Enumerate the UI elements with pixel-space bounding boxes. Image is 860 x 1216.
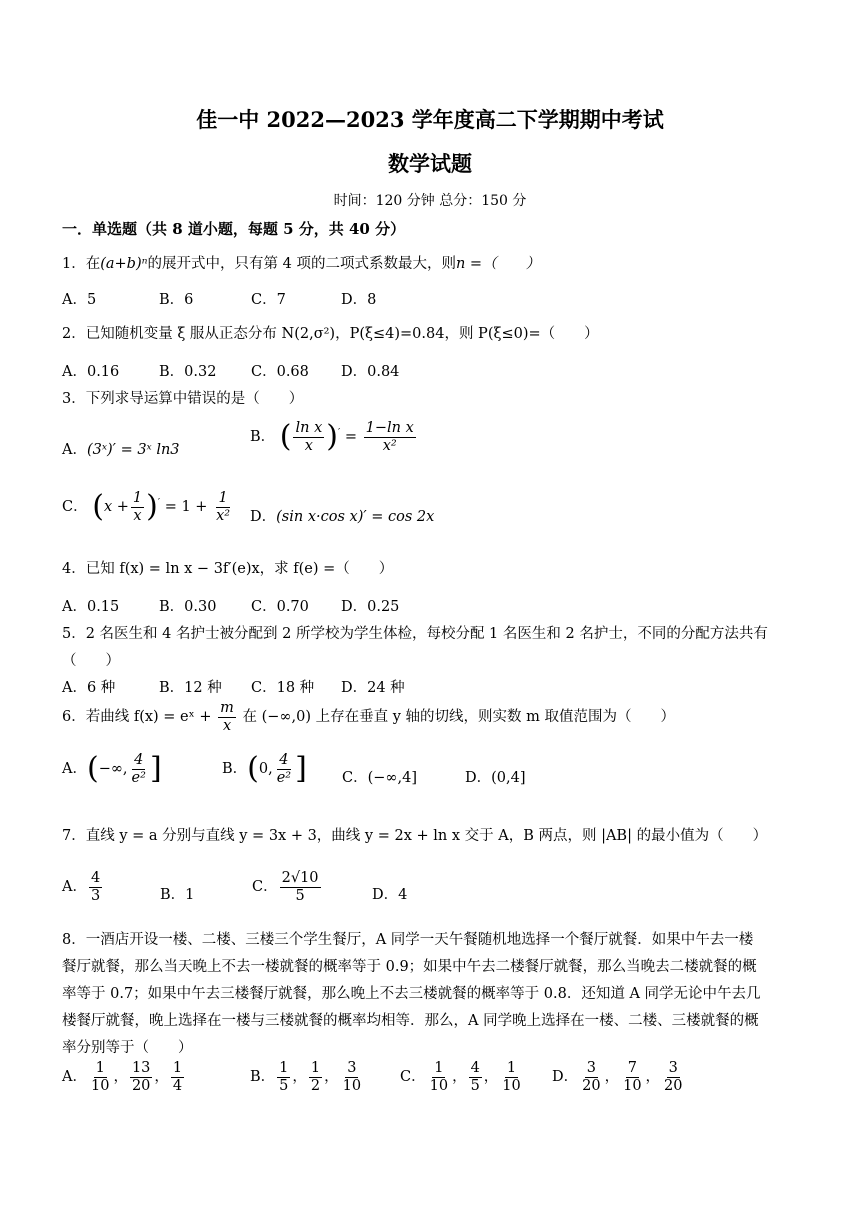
q1-option-a[interactable]: A．5 (62, 292, 97, 308)
q8-fraction-num: 1 (310, 1060, 321, 1076)
q8-fraction-num: 1 (172, 1060, 183, 1076)
q3-option-d[interactable] (250, 505, 434, 526)
exam-subtitle: 数学试题 (388, 151, 472, 176)
exam-title: 佳一中 2022—2023 学年度高二下学期期中考试 (196, 107, 664, 132)
q3-c-den: x (133, 507, 142, 524)
q7-option-c[interactable] (252, 870, 323, 904)
q1-text-b: 的展开式中，只有第 4 项的二项式系数最大，则 (147, 256, 456, 272)
q8-fraction-den: 5 (279, 1077, 289, 1094)
q8-fraction-den: 20 (131, 1077, 151, 1094)
q3-a-label: A． (62, 442, 87, 458)
q2-option-b[interactable]: B．0.32 (159, 364, 217, 380)
q8-fraction-num: 1 (434, 1060, 444, 1076)
q7-c-label: C． (252, 879, 278, 896)
q8-fraction-den: 10 (342, 1077, 362, 1094)
q8-separator: ， (324, 1069, 339, 1086)
q8-fraction (341, 1060, 363, 1094)
question-7: 7．直线 y = a 分别与直线 y = 3x + 3，曲线 y = 2x + ln x 交于 A，B 两点，则 |AB| 的最小值为（ ） (62, 828, 768, 844)
q4-option-c[interactable]: C．0.70 (251, 599, 309, 615)
q6-b-label: B． (222, 761, 248, 778)
q8-option-label: B． (250, 1069, 276, 1086)
q3-option-c[interactable]: C． (x + $\frac{1}{x}$ )′ = 1 + $\frac{1}{\text{x²}}$ (62, 489, 231, 525)
question-8-line-3: 率等于 0.7；如果中午去三楼餐厅就餐，那么晚上不去三楼就餐的概率等于 0.8．还知道 A 同学无论中午去几 (62, 986, 761, 1002)
q4-option-a[interactable]: A．0.15 (62, 599, 120, 615)
q8-fraction (277, 1060, 290, 1094)
q8-fraction-num: 1 (279, 1060, 289, 1076)
q8-option-c[interactable] (400, 1060, 525, 1094)
q8-fraction-num: 3 (586, 1060, 596, 1076)
q8-fraction-num: 7 (627, 1060, 637, 1076)
q6-option-d[interactable]: D．(0,4] (465, 770, 526, 786)
q3-b-num: ln x (295, 420, 323, 436)
q6-a-pre: −∞, (98, 761, 128, 778)
q8-fraction (89, 1060, 111, 1094)
question-8-line-2: 餐厅就餐，那么当天晚上不去一楼就餐的概率等于 0.9；如果中午去二楼餐厅就餐，那么当晚去二楼就餐的概 (62, 959, 757, 975)
q8-separator: ， (292, 1069, 307, 1086)
q6-den: x (222, 717, 232, 734)
q3-a-expr: (3ˣ)′ = 3ˣ ln3 (86, 442, 180, 458)
q8-fraction-num: 1 (95, 1060, 105, 1076)
q8-fraction (309, 1060, 322, 1094)
q8-fraction (580, 1060, 602, 1094)
q8-option-b[interactable] (250, 1060, 365, 1094)
q8-fraction-den: 10 (623, 1077, 642, 1094)
question-8-line-1: 8．一酒店开设一楼、二楼、三楼三个学生餐厅，A 同学一天午餐随机地选择一个餐厅就餐．如果中午去一楼 (62, 932, 754, 948)
q3-c-rden: x² (216, 507, 231, 524)
q1-tail: n =（ ） (455, 256, 541, 272)
question-2: 2．已知随机变量 ξ 服从正态分布 N(2,σ²)，P(ξ≤4)=0.84，则 P(ξ≤0)=（ ） (62, 326, 599, 342)
q8-option-label: A． (62, 1069, 87, 1086)
q8-fraction-num: 4 (470, 1060, 480, 1076)
q1-option-c[interactable]: C．7 (251, 292, 286, 308)
question-1 (62, 252, 540, 273)
section-heading: 一．单选题（共 8 道小题，每题 5 分，共 40 分） (62, 220, 406, 238)
q3-option-a[interactable] (62, 438, 180, 459)
q8-fraction (469, 1060, 482, 1094)
q6-a-label: A． (62, 761, 87, 778)
exam-meta: 时间：120 分钟 总分：150 分 (333, 193, 527, 209)
q8-fraction-den: 5 (470, 1077, 480, 1094)
q3-b-rden: x² (382, 437, 397, 454)
q8-option-a[interactable] (62, 1060, 186, 1094)
q8-fraction (428, 1060, 450, 1094)
q8-fraction (130, 1060, 152, 1094)
q6-b-num: 4 (279, 752, 289, 768)
q7-c-num: 2√10 (281, 870, 319, 886)
q8-separator: ， (604, 1069, 620, 1086)
q6-text-b: 在 (−∞,0) 上存在垂直 y 轴的切线，则实数 m 取值范围为（ ） (242, 709, 675, 726)
q3-b-rnum: 1−ln x (365, 420, 414, 436)
q1-expr: (a+b)ⁿ (100, 256, 148, 272)
q3-d-expr: (sin x·cos x)′ = cos 2x (276, 509, 435, 525)
q6-text-a: 6．若曲线 f(x) = eˣ + (62, 709, 212, 726)
q3-b-den: x (304, 437, 313, 454)
q8-option-label: C． (400, 1069, 426, 1086)
q7-a-label: A． (62, 879, 87, 896)
q8-fraction-den: 10 (502, 1077, 521, 1094)
q1-option-b[interactable]: B．6 (159, 292, 194, 308)
question-8-line-5: 率分别等于（ ） (62, 1040, 193, 1056)
q1-option-d[interactable]: D．8 (341, 292, 377, 308)
q6-a-num: 4 (134, 752, 144, 768)
q8-separator: ， (483, 1069, 499, 1086)
q6-option-b[interactable]: B．(0, $\frac{4}{\text{e²}}$ ] (222, 751, 307, 787)
q6-a-den: e² (131, 769, 146, 786)
q3-c-num: 1 (132, 490, 143, 506)
q2-option-a[interactable]: A．0.16 (62, 364, 120, 380)
q5-option-a[interactable]: A．6 种 (62, 680, 116, 696)
q4-option-b[interactable]: B．0.30 (159, 599, 217, 615)
q8-separator: ， (452, 1069, 467, 1086)
question-8-line-4: 楼餐厅就餐，晚上选择在一楼与三楼就餐的概率均相等．那么，A 同学晚上选择在一楼、二楼、三楼就餐的概 (62, 1013, 759, 1029)
q7-a-den: 3 (90, 887, 101, 904)
question-5-line-2: （ ） (62, 653, 120, 669)
q8-fraction-den: 20 (582, 1077, 601, 1094)
q6-option-a[interactable]: A．(−∞, $\frac{4}{\text{e²}}$ ] (62, 751, 162, 787)
question-6 (62, 700, 675, 734)
q7-option-b[interactable]: B．1 (160, 887, 195, 903)
q8-option-label: D． (552, 1069, 579, 1086)
q3-c-eq: = 1 + (164, 499, 208, 516)
question-4: 4．已知 f(x) = ln x − 3f′(e)x，求 f(e) =（ ） (62, 561, 394, 577)
q3-c-rnum: 1 (218, 490, 228, 506)
q5-option-d[interactable]: D．24 种 (341, 680, 405, 696)
q3-option-b[interactable]: B． ( $\frac{\text{ln x}}{x}$ )′ = $\frac{\text{1−ln x}}{\text{x²}}$ (250, 419, 414, 455)
question-3: 3．下列求导运算中错误的是（ ） (62, 391, 304, 407)
q3-d-label: D． (250, 509, 277, 525)
question-5-line-1: 5．2 名医生和 4 名护士被分配到 2 所学校为学生体检，每校分配 1 名医生和 2 名护士，不同的分配方法共有 (62, 626, 768, 642)
q8-fraction (662, 1060, 684, 1094)
q8-fraction-den: 2 (310, 1077, 321, 1094)
q8-fraction (500, 1060, 522, 1094)
q8-fraction-num: 3 (347, 1060, 357, 1076)
q6-option-c[interactable]: C．(−∞,4] (342, 770, 417, 786)
q5-option-c[interactable]: C．18 种 (251, 680, 315, 696)
q8-fraction-num: 1 (506, 1060, 517, 1076)
q8-fraction-num: 3 (668, 1060, 678, 1076)
q3-b-label: B． (250, 429, 276, 446)
q6-num: m (220, 700, 234, 716)
q2-option-d[interactable]: D．0.84 (341, 364, 400, 380)
q8-option-d[interactable] (552, 1060, 687, 1094)
q8-separator: ， (645, 1069, 661, 1086)
q6-b-pre: 0, (258, 761, 273, 778)
q3-c-label: C． (62, 499, 88, 516)
q7-option-d[interactable]: D．4 (372, 887, 408, 903)
q8-fraction-num: 13 (131, 1060, 151, 1076)
q7-option-a[interactable] (62, 870, 104, 904)
q3-c-x: x + (103, 499, 129, 516)
q8-fraction-den: 20 (664, 1077, 683, 1094)
q8-fraction-den: 4 (172, 1077, 183, 1094)
q8-fraction-den: 10 (429, 1077, 449, 1094)
q1-text-a: 1．在 (62, 256, 101, 272)
q8-fraction (621, 1060, 643, 1094)
q8-fraction-den: 10 (90, 1077, 110, 1094)
q8-fraction (171, 1060, 184, 1094)
q4-option-d[interactable]: D．0.25 (341, 599, 400, 615)
q8-separator: ， (154, 1069, 169, 1086)
q6-b-den: e² (276, 769, 292, 786)
q7-c-den: 5 (295, 887, 305, 904)
q5-option-b[interactable]: B．12 种 (159, 680, 222, 696)
q8-separator: ， (113, 1069, 128, 1086)
q7-a-num: 4 (90, 870, 101, 886)
q2-option-c[interactable]: C．0.68 (251, 364, 309, 380)
